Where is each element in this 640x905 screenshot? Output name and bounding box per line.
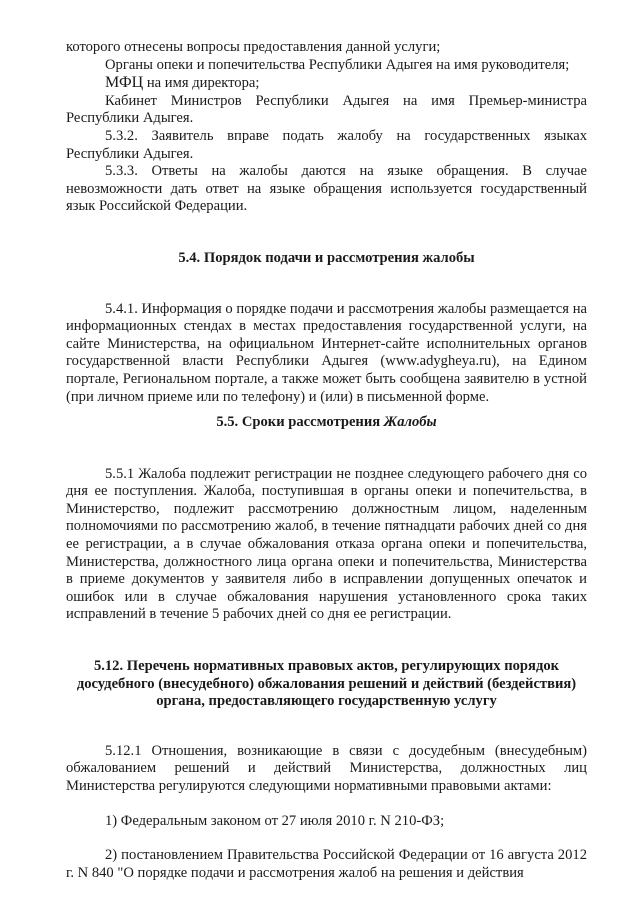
mfc-rest: на имя директора; <box>143 75 260 92</box>
heading-5-12-line-1: 5.12. Перечень нормативных правовых актов, регулирующих порядок <box>93 658 560 675</box>
paragraph-5-3-3: 5.3.3. Ответы на жалобы даются на языке обращения. В случае невозможности дать ответ на языке обращения используется государственный язык Российской Федерации. <box>66 163 587 215</box>
paragraph-continuation: которого отнесены вопросы предоставления данной услуги; <box>66 39 441 55</box>
heading-5-4: 5.4. Порядок подачи и рассмотрения жалобы <box>178 249 475 266</box>
heading-5-12-line-2: досудебного (внесудебного) обжалования решений и действий (бездействия) <box>76 675 577 692</box>
paragraph-5-12-1: 5.12.1 Отношения, возникающие в связи с досудебным (внесудебным) обжалованием решений и действий Министерства, должностных лиц Министерства регулируются следующими нормативными правовыми актами: <box>66 742 587 794</box>
mfc-abbreviation: МФЦ <box>105 74 144 92</box>
paragraph-5-4-1: 5.4.1. Информация о порядке подачи и рассмотрения жалобы размещается на информационных стендах в местах предоставления государственной услуги, на сайте Министерства, на официальном Интернет-сайте исполнительных органов государственной власти Республики Адыгея (www.adygheya.ru), на Едином портале, Региональном портале, а также может быть сообщена заявителю в устной (при личном приеме или по телефону) и (или) в письменной форме. <box>66 300 587 405</box>
paragraph-law-1: 1) Федеральным законом от 27 июля 2010 г. N 210-ФЗ; <box>105 812 445 829</box>
paragraph-5-5-1: 5.5.1 Жалоба подлежит регистрации не позднее следующего рабочего дня со дня ее поступления. Жалоба, поступившая в органы опеки и попечительства, в Министерство, подлежит рассмотрению должностным лицом, наделенным полномочиями по рассмотрению жалоб, в течение пятнадцати рабочих дней со дня ее регистрации, а в случае обжалования отказа органа опеки и попечительства, Министерства, должностного лица органа опеки и попечительства, Министерства в приеме документов у заявителя либо в исправлении допущенных опечаток и ошибок или в случае обжалования нарушения установленного срока таких исправлений в течение 5 рабочих дней со дня ее регистрации. <box>66 465 587 623</box>
paragraph-law-2: 2) постановлением Правительства Российской Федерации от 16 августа 2012 г. N 840 "О порядке подачи и рассмотрения жалоб на решения и действия <box>66 847 587 881</box>
heading-5-5-text: 5.5. Сроки рассмотрения <box>216 414 384 431</box>
heading-5-12-line-3: органа, предоставляющего государственную услугу <box>156 693 497 710</box>
heading-5-5-word: Жалобы <box>383 414 437 431</box>
paragraph-guardianship-bodies: Органы опеки и попечительства Республики Адыгея на имя руководителя; <box>105 56 570 73</box>
heading-5-5 <box>66 414 587 432</box>
heading-5-12 <box>66 658 587 711</box>
paragraph-cabinet-of-ministers: Кабинет Министров Республики Адыгея на имя Премьер-министра Республики Адыгея. <box>66 92 587 127</box>
paragraph-mfc <box>66 74 587 93</box>
page-body <box>66 39 587 882</box>
paragraph-5-3-2: 5.3.2. Заявитель вправе подать жалобу на государственных языках Республики Адыгея. <box>66 127 587 162</box>
